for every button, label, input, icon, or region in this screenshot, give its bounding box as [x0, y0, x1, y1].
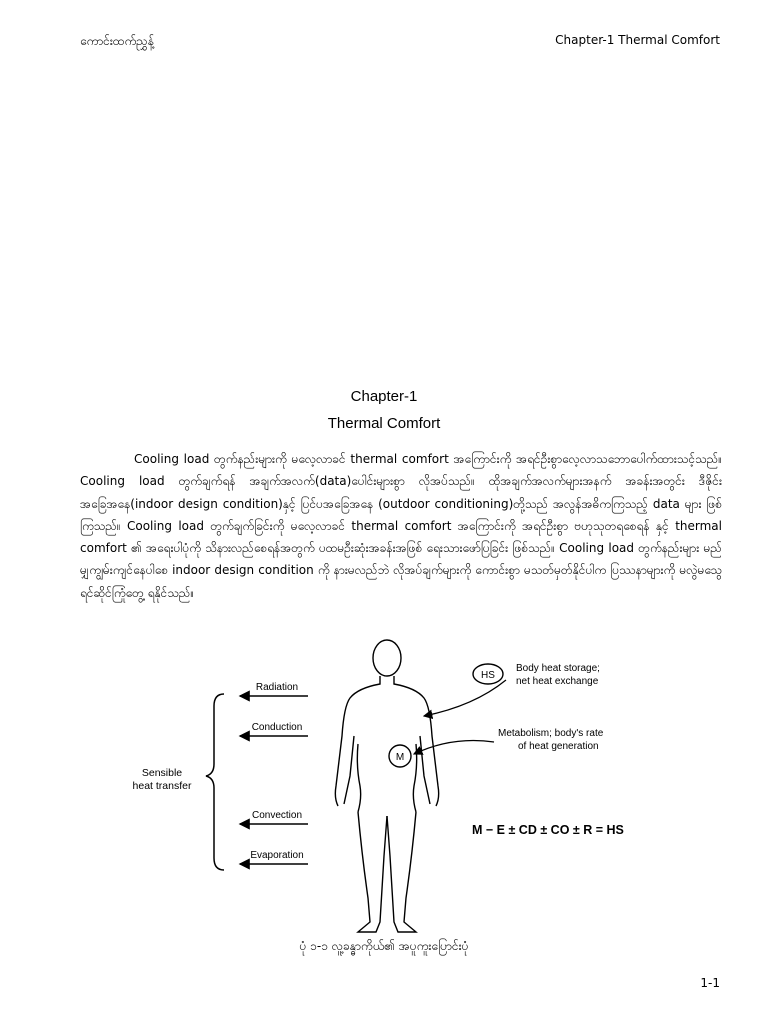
- waist: [357, 744, 360, 812]
- arrow-label-conduction: Conduction: [251, 722, 303, 733]
- hs-label: HS: [481, 670, 495, 681]
- leg-left: [358, 812, 387, 932]
- human-body-outline: [335, 640, 438, 932]
- header-chapter: Chapter-1 Thermal Comfort: [555, 33, 720, 47]
- page-number: 1-1: [700, 976, 720, 990]
- header-author: ကောင်းထက်ညွှန့်: [80, 34, 155, 48]
- body-heat-transfer-figure: [122, 636, 642, 936]
- chapter-title: Thermal Comfort: [327, 415, 441, 432]
- m-note-line1: Metabolism; body's rate: [498, 728, 604, 739]
- torso-left: [335, 676, 380, 806]
- arrow-label-convection: Convection: [251, 810, 303, 821]
- arm-inner-left: [344, 736, 354, 804]
- torso-right: [394, 676, 439, 806]
- chapter-number: Chapter-1: [350, 388, 418, 405]
- arrow-label-evaporation: Evaporation: [250, 850, 304, 861]
- hs-arrow: [424, 680, 506, 716]
- arrow-label-radiation: Radiation: [255, 682, 299, 693]
- m-arrow: [414, 741, 494, 755]
- arm-inner-right: [420, 736, 430, 804]
- group-bracket: [206, 694, 224, 870]
- hs-note-line1: Body heat storage;: [516, 663, 600, 674]
- hs-note-line2: net heat exchange: [516, 676, 599, 687]
- group-label-line1: Sensible: [141, 767, 183, 779]
- m-note-line2: of heat generation: [518, 741, 599, 752]
- figure-caption: ပုံ ၁-၁ လူ့ခန္ဓာကိုယ်၏ အပူကူးပြောင်းပုံ: [299, 939, 469, 953]
- m-label: M: [395, 752, 405, 763]
- head: [373, 640, 401, 676]
- intro-paragraph: Cooling load တွက်နည်းများကို မလေ့လာခင် thermal comfort အကြောင်းကို အရင်ဦးစွာလေ့လာသဘောပေါက်ထားသင့်သည်။ Cooling load တွက်ချက်ရန် အချက်အလက်(data)ပေါင်းများစွာ လိုအပ်သည်။ ထိုအချက်အလက်များအနက် အခန်းအတွင်း ဒီဇိုင်းအခြေအနေ(indoor design condition)နှင့် ပြင်ပအခြေအနေ (outdoor conditioning)တို့သည် အလွန်အဓိကကြသည့် data များ ဖြစ်ကြသည်။ Cooling load တွက်ချက်ခြင်းကို မလေ့လာခင် thermal comfort အကြောင်းကို အရင်ဦးစွာ ဗဟုသုတရစေရန် နှင့် thermal comfort ၏ အရေးပါပုံကို သိနားလည်စေရန်အတွက် ပထမဦးဆုံးအခန်းအဖြစ် ရေးသားဖော်ပြခြင်း ဖြစ်သည်။ Cooling load တွက်နည်းများ မည်မျှကျွမ်းကျင်နေပါစေ indoor design condition ကို နားမလည်ဘဲ လိုအပ်ချက်များကို ကောင်းစွာ မသတ်မှတ်နိုင်ပါက ပြဿနာများကို မလွဲမသွေ ရင်ဆိုင်ကြုံတွေ့ ရနိုင်သည်။: [80, 452, 722, 600]
- group-label-line2: heat transfer: [132, 780, 192, 792]
- waist-right: [413, 744, 416, 812]
- leg-right: [387, 812, 416, 932]
- heat-balance-equation: M − E ± CD ± CO ± R = HS: [472, 823, 624, 837]
